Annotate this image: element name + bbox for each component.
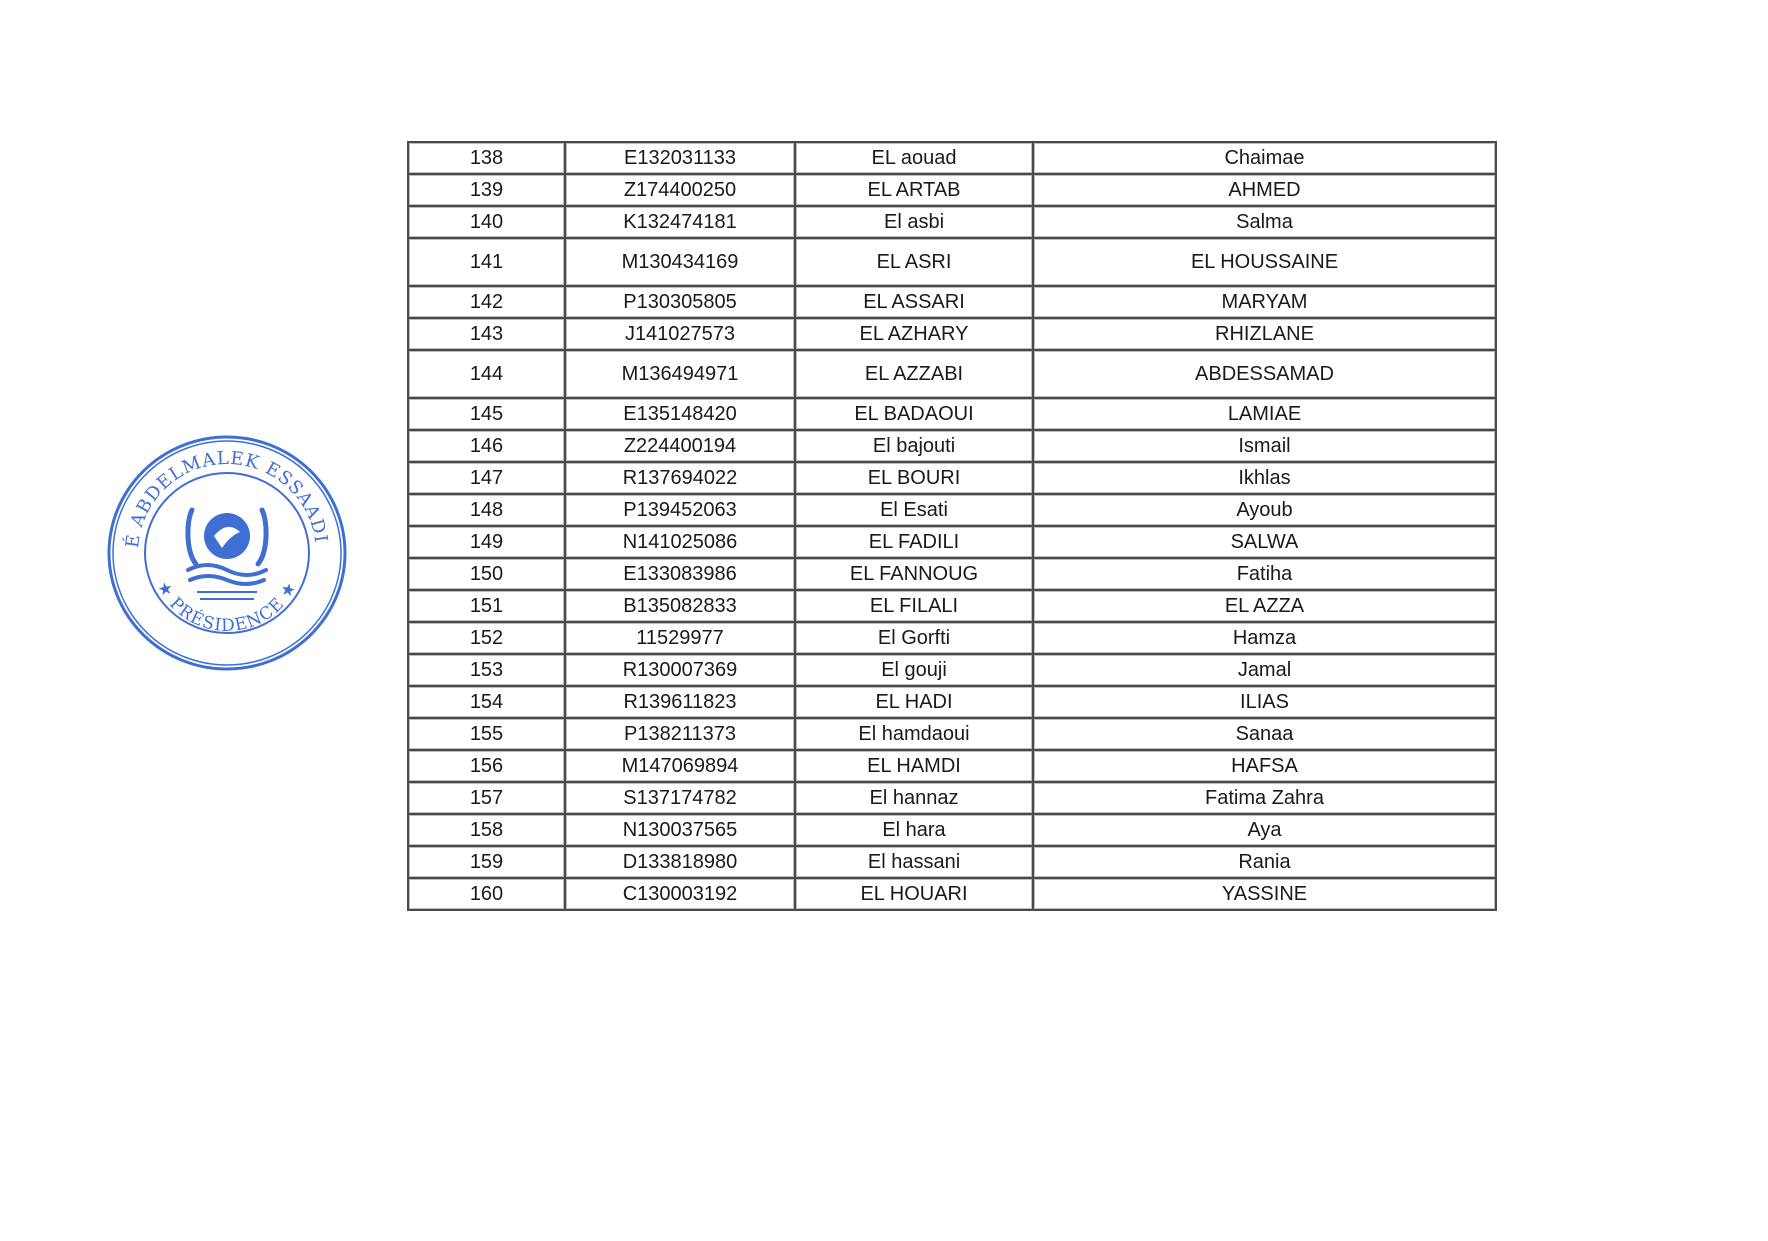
svg-text:★ PRÉSIDENCE ★	[152, 578, 301, 636]
last-name-cell: EL HOUARI	[795, 878, 1033, 910]
row-number-cell: 158	[408, 814, 565, 846]
last-name-cell: El hamdaoui	[795, 718, 1033, 750]
last-name-cell: EL aouad	[795, 142, 1033, 174]
first-name-cell: YASSINE	[1033, 878, 1496, 910]
table-row	[408, 558, 1496, 590]
last-name-cell: El hannaz	[795, 782, 1033, 814]
table-row	[408, 206, 1496, 238]
roster-body	[408, 142, 1496, 910]
student-id-cell: M130434169	[565, 238, 795, 286]
row-number-cell: 153	[408, 654, 565, 686]
student-id-cell: P130305805	[565, 286, 795, 318]
row-number-cell: 148	[408, 494, 565, 526]
student-id-cell: N141025086	[565, 526, 795, 558]
table-row	[408, 238, 1496, 286]
table-row	[408, 350, 1496, 398]
table-row	[408, 318, 1496, 350]
student-id-cell: E135148420	[565, 398, 795, 430]
row-number-cell: 149	[408, 526, 565, 558]
row-number-cell: 138	[408, 142, 565, 174]
table-row	[408, 622, 1496, 654]
row-number-cell: 140	[408, 206, 565, 238]
last-name-cell: El Gorfti	[795, 622, 1033, 654]
first-name-cell: Jamal	[1033, 654, 1496, 686]
last-name-cell: EL AZHARY	[795, 318, 1033, 350]
last-name-cell: El hassani	[795, 846, 1033, 878]
first-name-cell: EL AZZA	[1033, 590, 1496, 622]
row-number-cell: 160	[408, 878, 565, 910]
first-name-cell: Salma	[1033, 206, 1496, 238]
table-row	[408, 750, 1496, 782]
student-id-cell: E133083986	[565, 558, 795, 590]
last-name-cell: El hara	[795, 814, 1033, 846]
student-id-cell: Z174400250	[565, 174, 795, 206]
first-name-cell: EL HOUSSAINE	[1033, 238, 1496, 286]
table-row	[408, 814, 1496, 846]
last-name-cell: EL BOURI	[795, 462, 1033, 494]
last-name-cell: El gouji	[795, 654, 1033, 686]
first-name-cell: Sanaa	[1033, 718, 1496, 750]
last-name-cell: EL FANNOUG	[795, 558, 1033, 590]
table-row	[408, 398, 1496, 430]
student-id-cell: R130007369	[565, 654, 795, 686]
first-name-cell: Ismail	[1033, 430, 1496, 462]
seal-bottom-text: ★ PRÉSIDENCE ★	[152, 577, 302, 637]
row-number-cell: 144	[408, 350, 565, 398]
student-id-cell: P138211373	[565, 718, 795, 750]
last-name-cell: EL HAMDI	[795, 750, 1033, 782]
table-row	[408, 590, 1496, 622]
first-name-cell: MARYAM	[1033, 286, 1496, 318]
last-name-cell: El asbi	[795, 206, 1033, 238]
table-row	[408, 878, 1496, 910]
table-row	[408, 142, 1496, 174]
first-name-cell: ILIAS	[1033, 686, 1496, 718]
first-name-cell: LAMIAE	[1033, 398, 1496, 430]
first-name-cell: HAFSA	[1033, 750, 1496, 782]
table-row	[408, 686, 1496, 718]
last-name-cell: EL FADILI	[795, 526, 1033, 558]
row-number-cell: 141	[408, 238, 565, 286]
first-name-cell: Ikhlas	[1033, 462, 1496, 494]
first-name-cell: Rania	[1033, 846, 1496, 878]
first-name-cell: RHIZLANE	[1033, 318, 1496, 350]
student-id-cell: C130003192	[565, 878, 795, 910]
first-name-cell: Fatiha	[1033, 558, 1496, 590]
first-name-cell: SALWA	[1033, 526, 1496, 558]
row-number-cell: 157	[408, 782, 565, 814]
student-id-cell: M147069894	[565, 750, 795, 782]
student-id-cell: J141027573	[565, 318, 795, 350]
row-number-cell: 154	[408, 686, 565, 718]
student-roster	[407, 141, 1495, 911]
student-id-cell: B135082833	[565, 590, 795, 622]
last-name-cell: EL FILALI	[795, 590, 1033, 622]
row-number-cell: 159	[408, 846, 565, 878]
row-number-cell: 147	[408, 462, 565, 494]
roster-table	[407, 141, 1497, 911]
first-name-cell: Aya	[1033, 814, 1496, 846]
table-row	[408, 782, 1496, 814]
student-id-cell: D133818980	[565, 846, 795, 878]
row-number-cell: 139	[408, 174, 565, 206]
student-id-cell: 11529977	[565, 622, 795, 654]
last-name-cell: EL HADI	[795, 686, 1033, 718]
last-name-cell: EL BADAOUI	[795, 398, 1033, 430]
last-name-cell: EL AZZABI	[795, 350, 1033, 398]
student-id-cell: S137174782	[565, 782, 795, 814]
student-id-cell: M136494971	[565, 350, 795, 398]
table-row	[408, 462, 1496, 494]
first-name-cell: ABDESSAMAD	[1033, 350, 1496, 398]
student-id-cell: R139611823	[565, 686, 795, 718]
last-name-cell: EL ASSARI	[795, 286, 1033, 318]
table-row	[408, 846, 1496, 878]
first-name-cell: Chaimae	[1033, 142, 1496, 174]
row-number-cell: 152	[408, 622, 565, 654]
seal-stamp-icon	[104, 432, 350, 674]
last-name-cell: El Esati	[795, 494, 1033, 526]
row-number-cell: 155	[408, 718, 565, 750]
first-name-cell: Hamza	[1033, 622, 1496, 654]
row-number-cell: 156	[408, 750, 565, 782]
table-row	[408, 718, 1496, 750]
last-name-cell: EL ARTAB	[795, 174, 1033, 206]
last-name-cell: El bajouti	[795, 430, 1033, 462]
student-id-cell: P139452063	[565, 494, 795, 526]
table-row	[408, 526, 1496, 558]
seal-top-text: É ABDELMALEK ESSAADI	[121, 447, 332, 550]
last-name-cell: EL ASRI	[795, 238, 1033, 286]
student-id-cell: K132474181	[565, 206, 795, 238]
university-seal	[104, 432, 350, 674]
first-name-cell: Ayoub	[1033, 494, 1496, 526]
student-id-cell: Z224400194	[565, 430, 795, 462]
student-id-cell: E132031133	[565, 142, 795, 174]
row-number-cell: 145	[408, 398, 565, 430]
row-number-cell: 150	[408, 558, 565, 590]
table-row	[408, 494, 1496, 526]
row-number-cell: 142	[408, 286, 565, 318]
row-number-cell: 146	[408, 430, 565, 462]
table-row	[408, 174, 1496, 206]
first-name-cell: AHMED	[1033, 174, 1496, 206]
table-row	[408, 286, 1496, 318]
student-id-cell: N130037565	[565, 814, 795, 846]
student-id-cell: R137694022	[565, 462, 795, 494]
row-number-cell: 143	[408, 318, 565, 350]
row-number-cell: 151	[408, 590, 565, 622]
table-row	[408, 654, 1496, 686]
table-row	[408, 430, 1496, 462]
first-name-cell: Fatima Zahra	[1033, 782, 1496, 814]
